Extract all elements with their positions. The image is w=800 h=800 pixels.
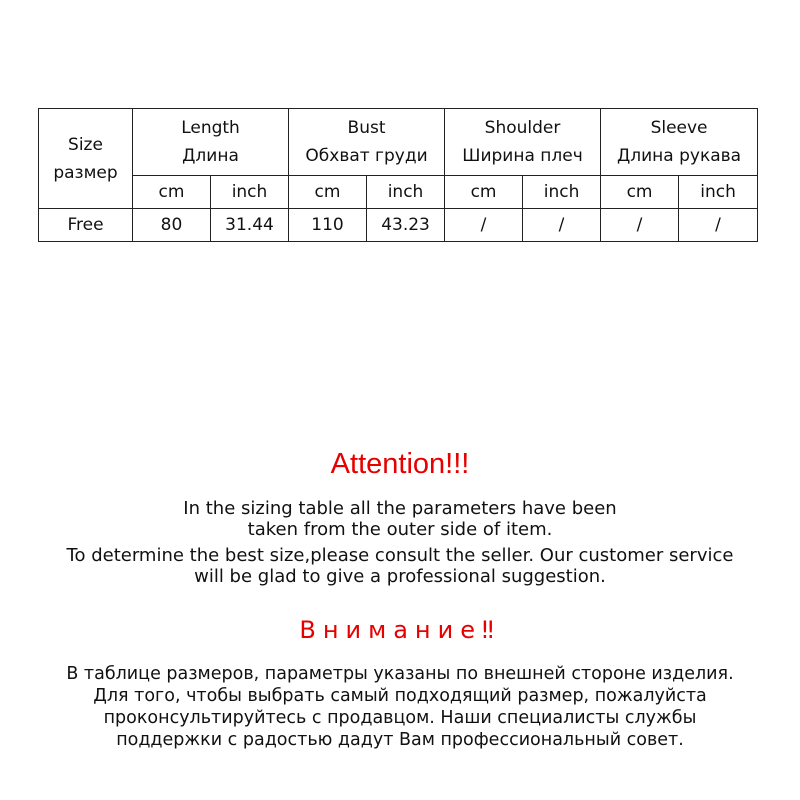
size-chart-table bbox=[38, 108, 758, 242]
unit-cell: cm bbox=[445, 176, 523, 209]
sleeve-header-ru: Длина рукава bbox=[616, 146, 742, 166]
table-cell: / bbox=[679, 209, 758, 242]
notice-ru-line: Для того, чтобы выбрать самый подходящий размер, пожалуйста bbox=[93, 686, 707, 706]
size-header-ru: размер bbox=[53, 162, 118, 183]
sizing-note-en bbox=[0, 498, 800, 540]
sleeve-header-cell bbox=[601, 109, 758, 176]
length-header-ru: Длина bbox=[182, 146, 239, 166]
shoulder-header-en: Shoulder bbox=[484, 118, 561, 138]
table-cell: / bbox=[601, 209, 679, 242]
table-cell: / bbox=[523, 209, 601, 242]
sizing-note-line: taken from the outer side of item. bbox=[247, 519, 553, 540]
size-header-en: Size bbox=[68, 134, 103, 155]
bust-header-ru: Обхват груди bbox=[305, 146, 428, 166]
table-cell: 43.23 bbox=[367, 209, 445, 242]
table-header-row bbox=[39, 109, 758, 176]
size-header-cell bbox=[39, 109, 133, 209]
table-cell: 110 bbox=[289, 209, 367, 242]
notice-text-ru bbox=[0, 663, 800, 751]
shoulder-header-ru: Ширина плеч bbox=[462, 146, 583, 166]
attention-title-ru: Внимание‼ bbox=[299, 616, 501, 644]
table-cell: 31.44 bbox=[211, 209, 289, 242]
bust-header-cell bbox=[289, 109, 445, 176]
length-header-en: Length bbox=[181, 118, 240, 138]
bust-header-en: Bust bbox=[347, 118, 386, 138]
table-cell: 80 bbox=[133, 209, 211, 242]
unit-cell: inch bbox=[211, 176, 289, 209]
size-value-cell: Free bbox=[39, 209, 133, 242]
unit-cell: inch bbox=[679, 176, 758, 209]
unit-cell: cm bbox=[601, 176, 679, 209]
table-units-row bbox=[39, 176, 758, 209]
consult-note-line: will be glad to give a professional suggestion. bbox=[194, 566, 606, 587]
notice-ru-line: В таблице размеров, параметры указаны по внешней стороне изделия. bbox=[66, 664, 734, 684]
notice-ru-line: проконсультируйтесь с продавцом. Наши специалисты службы bbox=[103, 708, 697, 728]
unit-cell: inch bbox=[523, 176, 601, 209]
unit-cell: inch bbox=[367, 176, 445, 209]
notice-ru-line: поддержки с радостью дадут Вам профессиональный совет. bbox=[116, 730, 684, 750]
length-header-cell bbox=[133, 109, 289, 176]
attention-title: Attention!!! bbox=[330, 448, 470, 480]
sizing-note-line: In the sizing table all the parameters have been bbox=[183, 498, 617, 519]
unit-cell: cm bbox=[289, 176, 367, 209]
table-cell: / bbox=[445, 209, 523, 242]
table-row bbox=[39, 209, 758, 242]
shoulder-header-cell bbox=[445, 109, 601, 176]
consult-note-en bbox=[0, 545, 800, 587]
sleeve-header-en: Sleeve bbox=[650, 118, 708, 138]
unit-cell: cm bbox=[133, 176, 211, 209]
consult-note-line: To determine the best size,please consult the seller. Our customer service bbox=[66, 545, 734, 566]
